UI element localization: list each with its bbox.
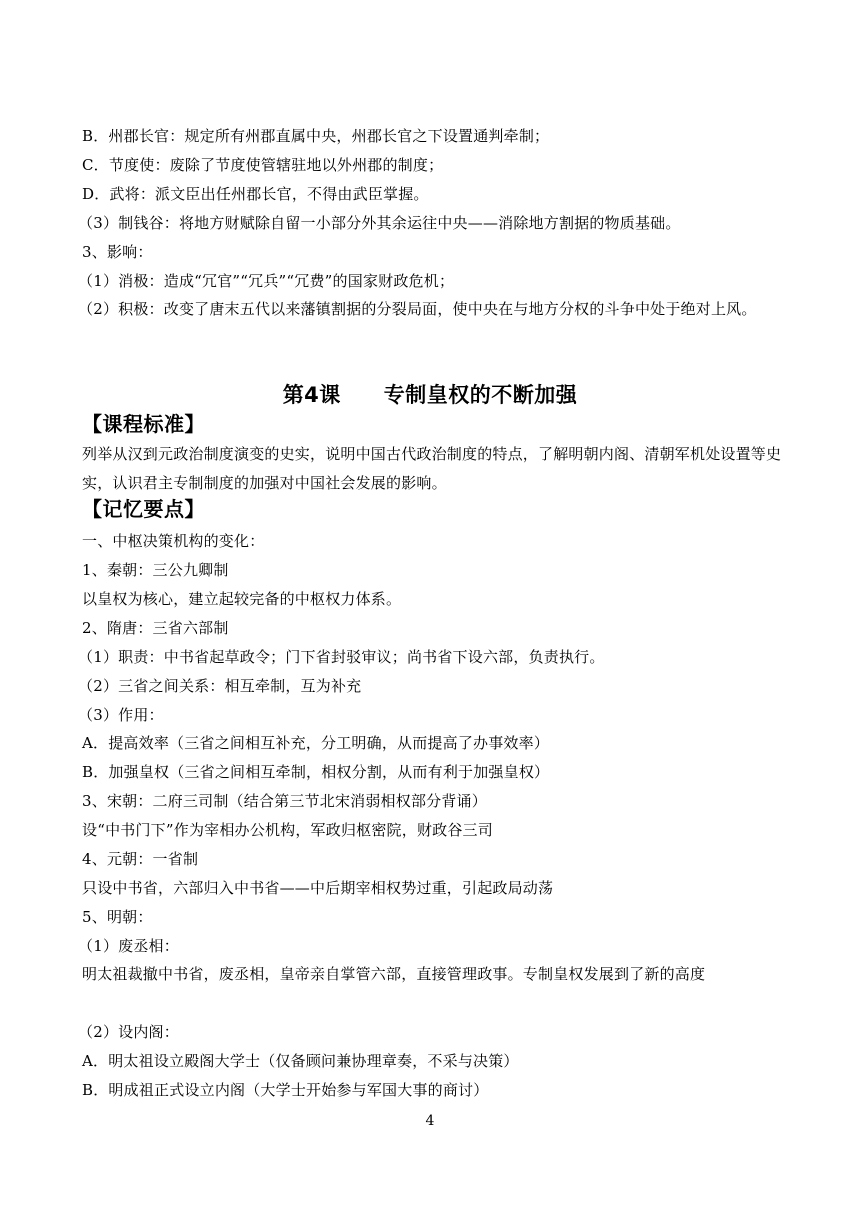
memory-line: 5、明朝： xyxy=(82,908,153,926)
text-line-money-grain: （3）制钱谷：将地方财赋除自留一小部分外其余运往中央——消除地方割据的物质基础。 xyxy=(78,214,681,232)
text-paragraph-positive-impact: （2）积极：改变了唐末五代以来藩镇割据的分裂局面，使中央在与地方分权的斗争中处于绝对上风。 xyxy=(78,300,757,318)
memory-line: A．明太祖设立殿阁大学士（仅备顾问兼协理章奏，不采与决策） xyxy=(82,1052,519,1070)
memory-line: （3）作用： xyxy=(78,706,164,724)
course-standard-text: 列举从汉到元政治制度演变的史实，说明中国古代政治制度的特点，了解明朝内阁、清朝军机处设置等史实，认识君主专制制度的加强对中国社会发展的影响。 xyxy=(82,445,782,492)
memory-line: 1、秦朝：三公九卿制 xyxy=(82,561,229,579)
page-number: 4 xyxy=(425,1113,435,1129)
memory-line: （2）三省之间关系：相互牵制，互为补充 xyxy=(78,677,362,695)
memory-line: 3、宋朝：二府三司制（结合第三节北宋消弱相权部分背诵） xyxy=(82,792,487,810)
memory-line: B．加强皇权（三省之间相互牵制，相权分割，从而有利于加强皇权） xyxy=(82,763,550,781)
memory-line: 设“中书门下”作为宰相办公机构，军政归枢密院，财政谷三司 xyxy=(82,821,493,839)
lesson-title: 第4课 专制皇权的不断加强 xyxy=(282,383,578,407)
memory-line: （1）职责：中书省起草政令；门下省封驳审议；尚书省下设六部，负责执行。 xyxy=(78,648,605,666)
text-line-negative-impact: （1）消极：造成“冗官”“冗兵”“冗费”的国家财政危机； xyxy=(78,272,455,290)
memory-line: （2）设内阁： xyxy=(78,1023,179,1041)
text-line-influence-heading: 3、影响： xyxy=(82,243,153,261)
memory-line: 只设中书省，六部归入中书省——中后期宰相权势过重，引起政局动荡 xyxy=(82,879,554,897)
memory-line: B．明成祖正式设立内阁（大学士开始参与军国大事的商讨） xyxy=(82,1081,489,1099)
memory-points-heading: 【记忆要点】 xyxy=(82,497,205,521)
memory-line: A．提高效率（三省之间相互补充，分工明确，从而提高了办事效率） xyxy=(82,734,550,752)
memory-line: 4、元朝：一省制 xyxy=(82,850,199,868)
memory-line: 2、隋唐：三省六部制 xyxy=(82,619,229,637)
memory-line: 以皇权为核心，建立起较完备的中枢权力体系。 xyxy=(82,590,402,608)
text-line-prefecture-officials: B．州郡长官：规定所有州郡直属中央，州郡长官之下设置通判牵制； xyxy=(82,127,550,145)
text-line-military-generals: D．武将：派文臣出任州郡长官，不得由武臣掌握。 xyxy=(82,185,429,203)
memory-line: 一、中枢决策机构的变化： xyxy=(82,532,265,550)
text-line-military-governor: C．节度使：废除了节度使管辖驻地以外州郡的制度； xyxy=(82,156,444,174)
memory-line: （1）废丞相： xyxy=(78,937,179,955)
course-standard-heading: 【课程标准】 xyxy=(82,412,205,436)
memory-paragraph: 明太祖裁撤中书省，废丞相，皇帝亲自掌管六部，直接管理政事。专制皇权发展到了新的高度 xyxy=(82,965,706,983)
